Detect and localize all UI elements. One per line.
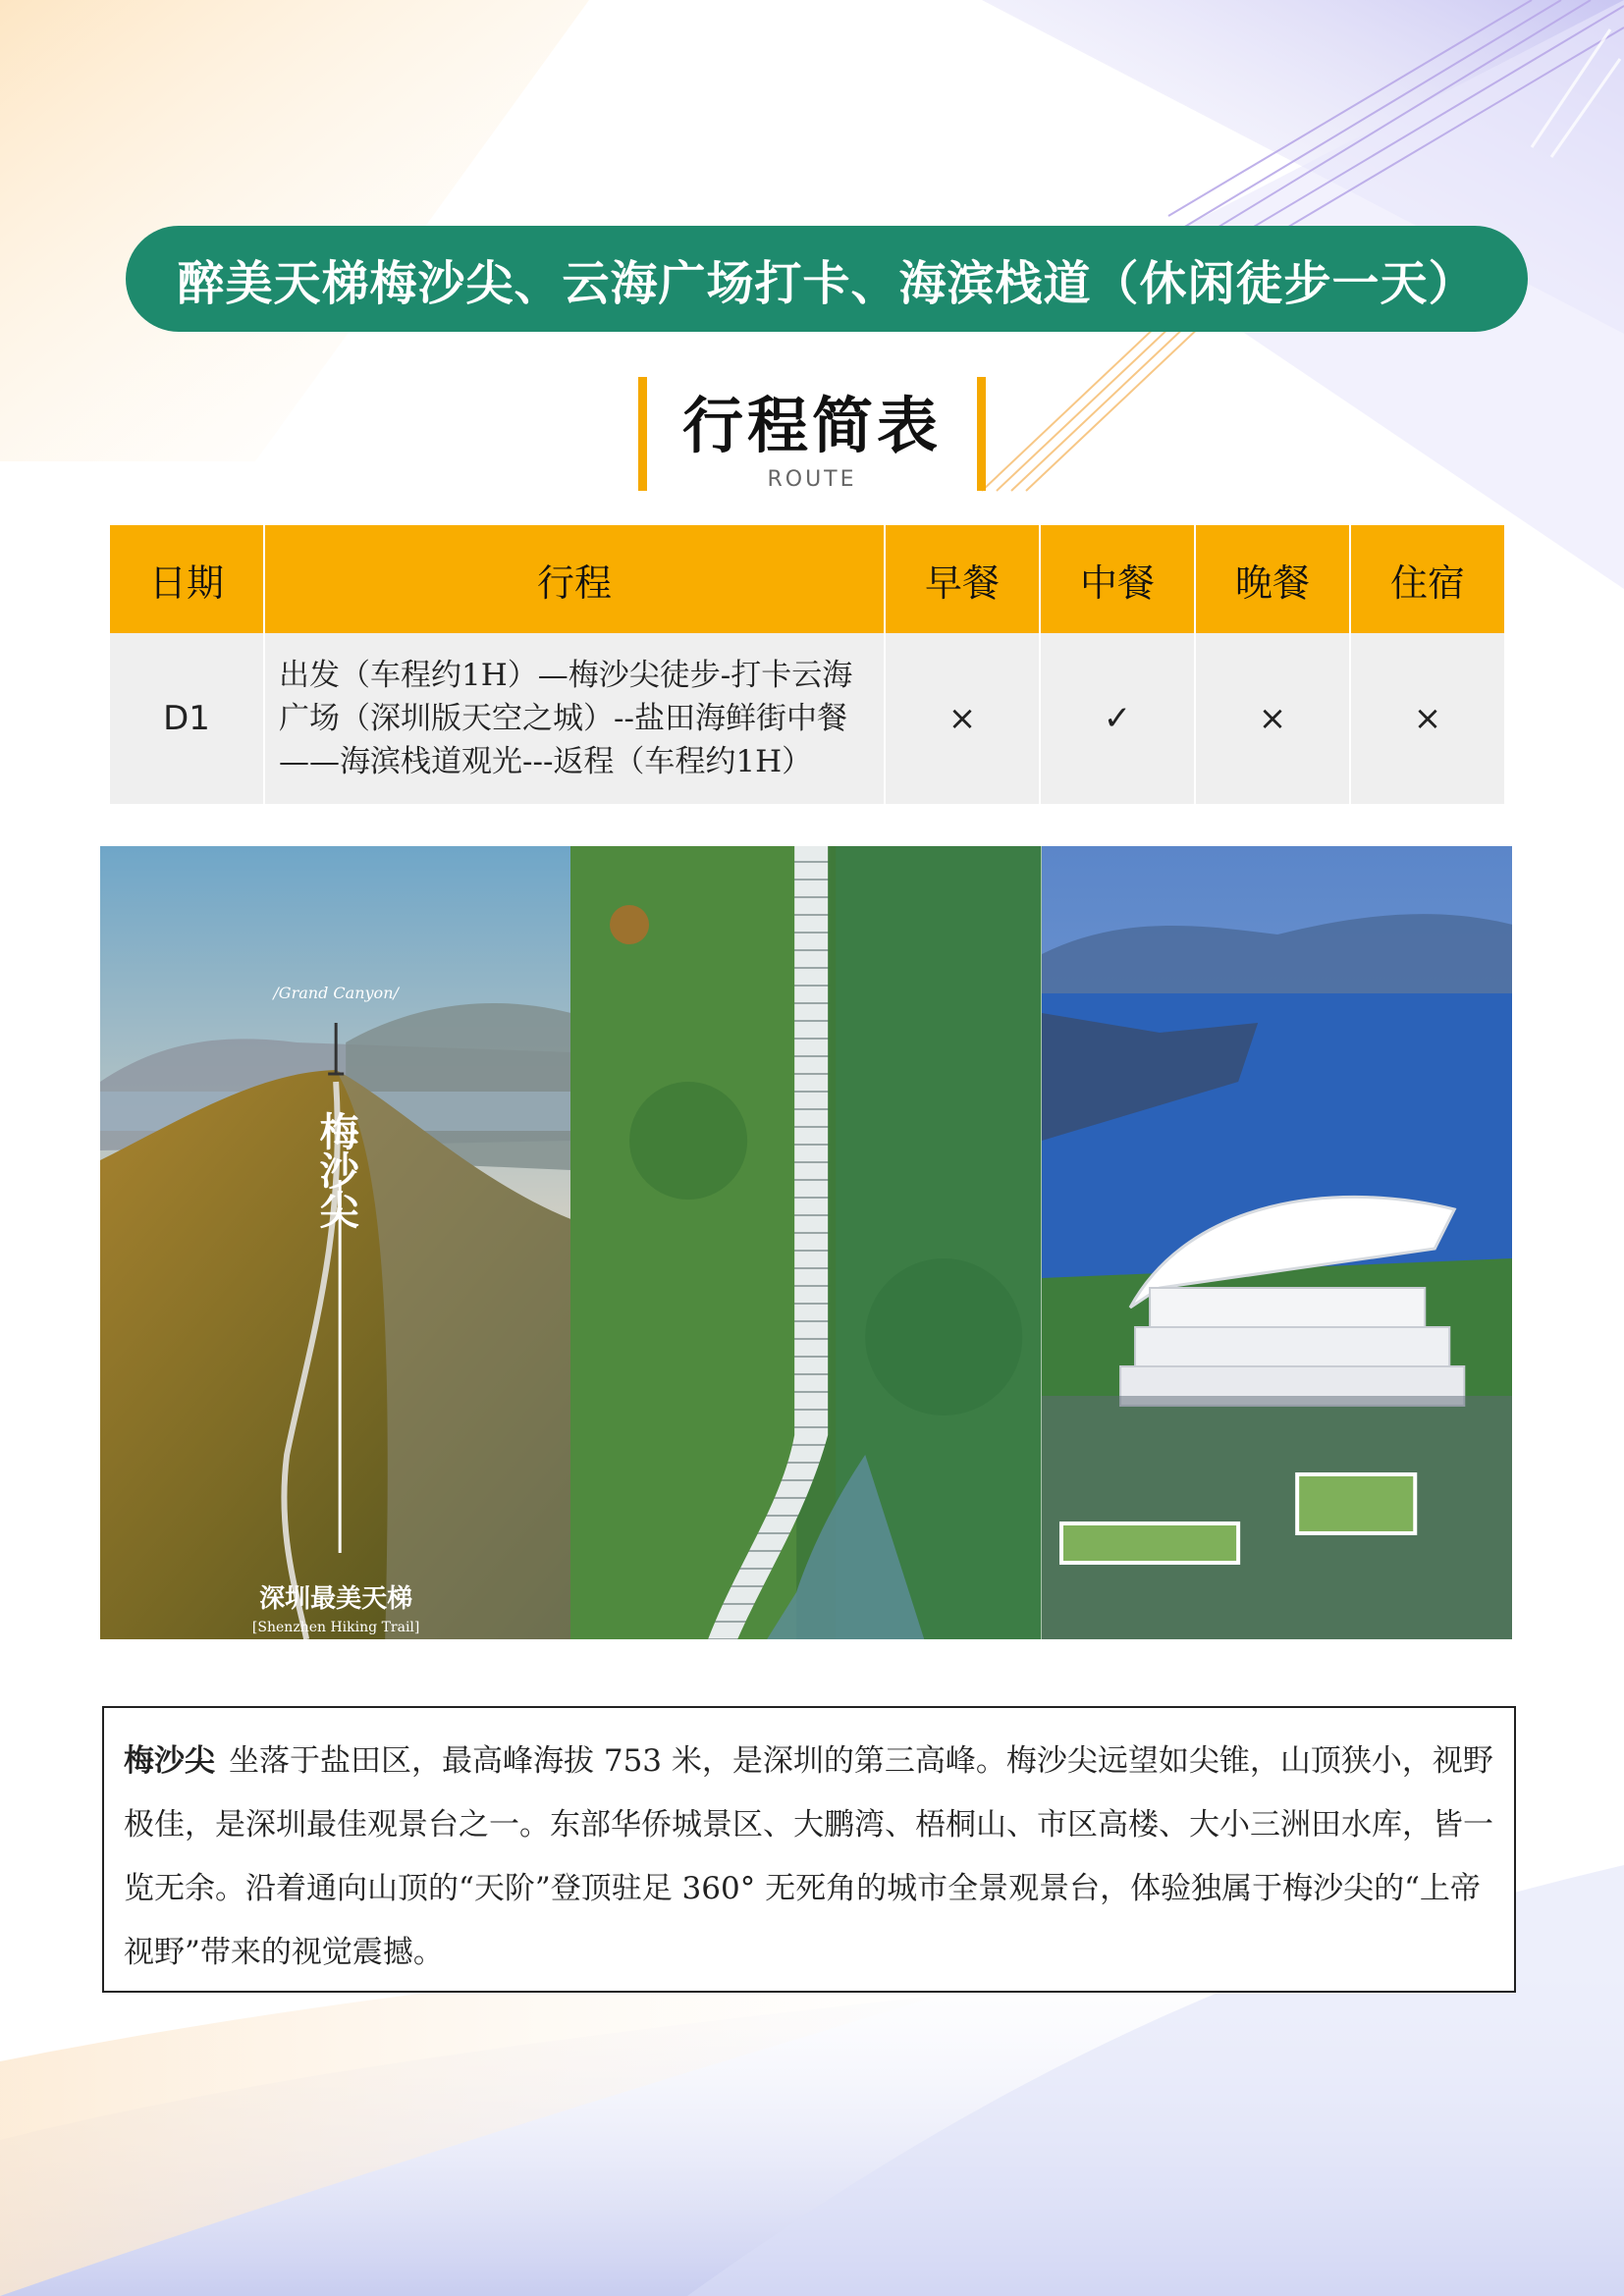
description-box [102,1706,1516,1993]
header-dinner: 晚餐 [1196,525,1349,633]
accent-bar-right [977,377,986,491]
cell-day: D1 [110,633,263,804]
cell-dinner: × [1196,633,1349,804]
cell-lodging: × [1351,633,1504,804]
header-lunch: 中餐 [1041,525,1194,633]
photo-sky-ladder-aerial [570,846,1041,1639]
description-name: 梅沙尖 [124,1743,215,1779]
cell-route: 出发（车程约1H）—梅沙尖徒步-打卡云海广场（深圳版天空之城）--盐田海鲜街中餐——海滨栈道观光---返程（车程约1H） [265,633,884,804]
description-paragraph [124,1730,1494,1985]
photo-meishajian-peak [100,846,570,1639]
photo-caption-en: [Shenzhen Hiking Trail] [251,1620,420,1635]
description-text: 坐落于盐田区，最高峰海拔 753 米，是深圳的第三高峰。梅沙尖远望如尖锥，山顶狭小，视野极佳，是深圳最佳观景台之一。东部华侨城景区、大鹏湾、梧桐山、市区高楼、大小三洲田水库，皆一览无余。沿着通向山顶的“天阶”登顶驻足 360° 无死角的城市全景观景台，体验独属于梅沙尖的“上帝视野”带来的视觉震撼。 [124,1743,1493,1970]
photo-cloud-sea-plaza [1042,846,1512,1639]
section-heading [638,373,986,495]
section-subtitle: ROUTE [767,467,857,492]
itinerary-table [108,525,1506,804]
header-route: 行程 [265,525,884,633]
photo-strip [100,846,1512,1639]
photo-caption: 深圳最美天梯 [259,1584,413,1614]
photo-tag-grand-canyon: /Grand Canyon/ [273,984,399,1002]
table-header-row [110,525,1504,633]
title-banner [126,226,1528,332]
table-row [110,633,1504,804]
section-title: 行程简表 [681,390,942,461]
photo-vertical-title: 梅沙尖 [313,1111,359,1229]
header-breakfast: 早餐 [886,525,1039,633]
banner-title: 醉美天梯梅沙尖、云海广场打卡、海滨栈道（休闲徒步一天） [177,255,1477,311]
header-lodging: 住宿 [1351,525,1504,633]
cell-lunch: ✓ [1041,633,1194,804]
cell-breakfast: × [886,633,1039,804]
header-date: 日期 [110,525,263,633]
